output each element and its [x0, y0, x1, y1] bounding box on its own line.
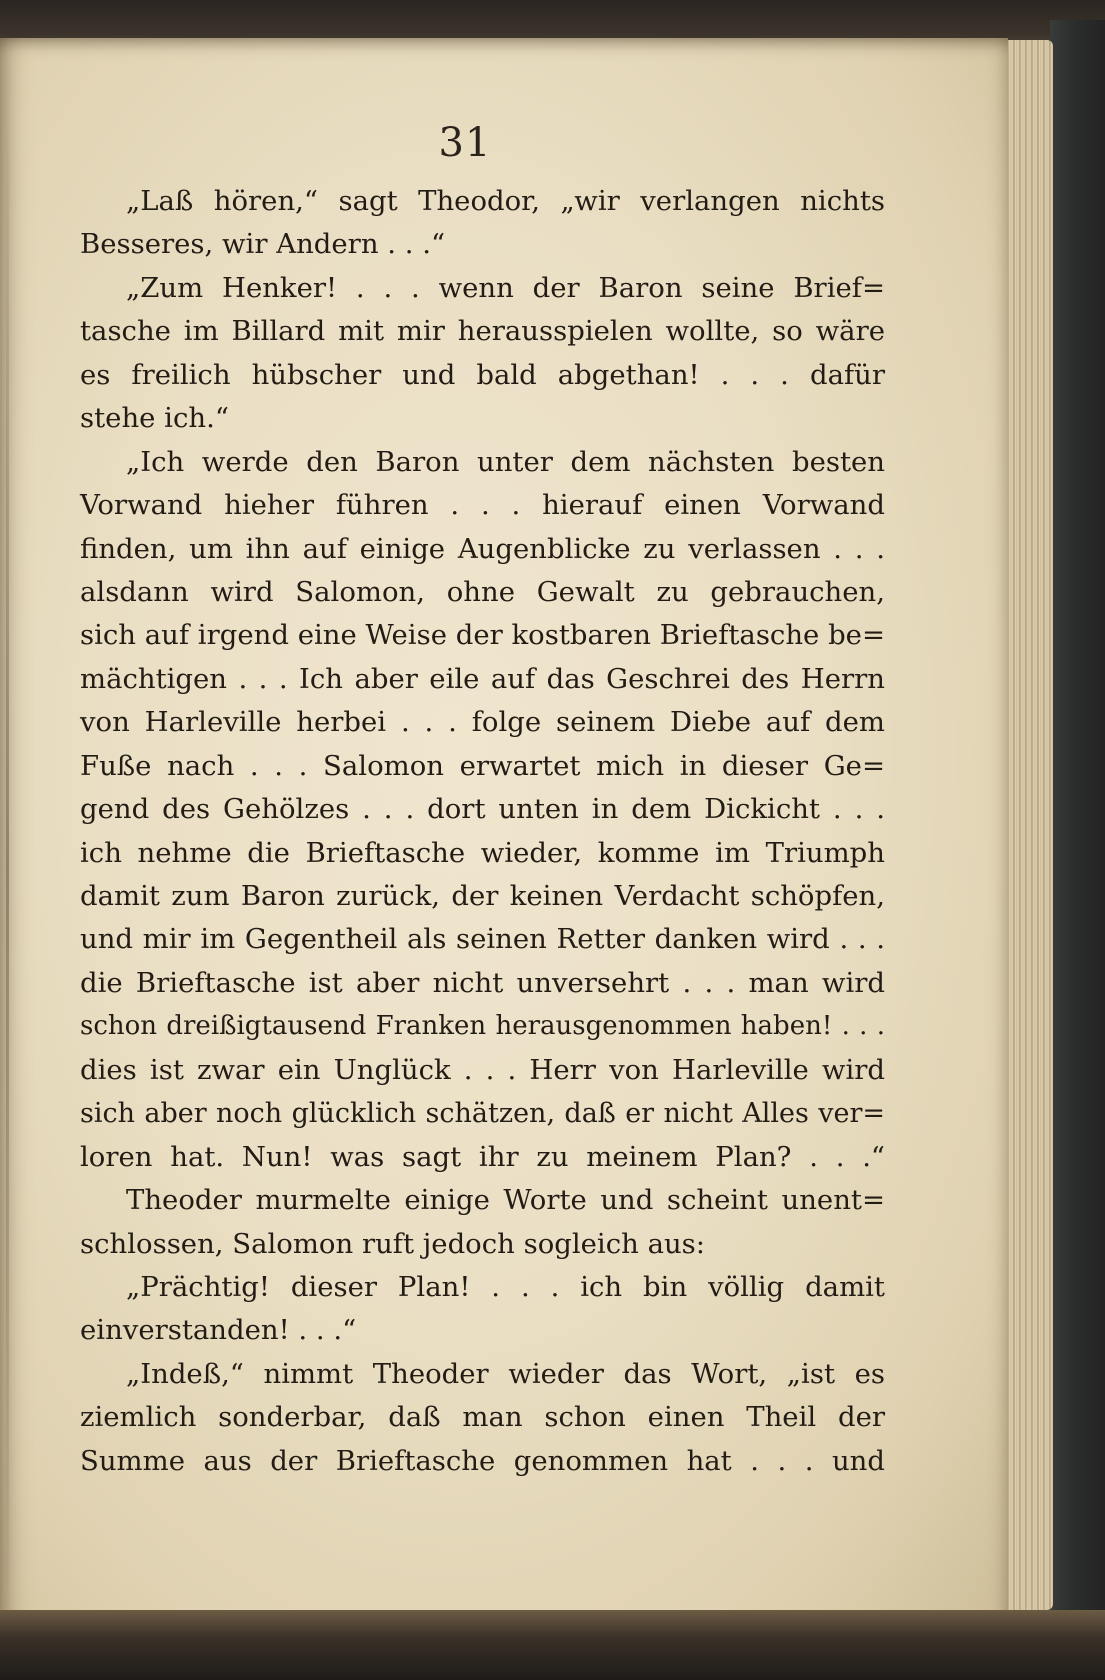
- text-line: tasche im Billard mit mir herausspielen wollte, so wäre: [80, 315, 885, 348]
- text-line: Vorwand hieher führen . . . hierauf einen Vorwand: [80, 489, 885, 522]
- text-line: mächtigen . . . Ich aber eile auf das Geschrei des Herrn: [80, 662, 885, 695]
- page-text: [80, 180, 885, 1483]
- text-line: gend des Gehölzes . . . dort unten in dem Dickicht . . .: [80, 793, 885, 826]
- text-line: stehe ich.“: [80, 402, 229, 435]
- text-line: Fuße nach . . . Salomon erwartet mich in dieser Ge=: [80, 749, 885, 782]
- text-line: es freilich hübscher und bald abgethan! . . . dafür: [80, 358, 885, 391]
- text-line: „Ich werde den Baron unter dem nächsten besten: [126, 445, 885, 478]
- text-line: „Zum Henker! . . . wenn der Baron seine Brief=: [126, 271, 885, 304]
- text-line: „Prächtig! dieser Plan! . . . ich bin völlig damit: [126, 1270, 885, 1303]
- book-cover-edge: [1050, 20, 1105, 1680]
- text-line: schon dreißigtausend Franken herausgenommen haben! . . .: [80, 1011, 885, 1042]
- text-line: „Indeß,“ nimmt Theoder wieder das Wort, „ist es: [126, 1357, 885, 1390]
- text-line: von Harleville herbei . . . folge seinem Diebe auf dem: [80, 706, 885, 739]
- text-line: Besseres, wir Andern . . .“: [80, 228, 446, 261]
- text-line: „Laß hören,“ sagt Theodor, „wir verlangen nichts: [126, 185, 885, 217]
- text-line: einverstanden! . . .“: [80, 1314, 357, 1347]
- page-number: 31: [438, 120, 492, 166]
- text-line: und mir im Gegentheil als seinen Retter danken wird . . .: [80, 923, 885, 956]
- text-line: loren hat. Nun! was sagt ihr zu meinem Plan? . . .“: [80, 1140, 885, 1173]
- text-line: Theoder murmelte einige Worte und scheint unent=: [126, 1184, 885, 1217]
- text-line: sich auf irgend eine Weise der kostbaren Brieftasche be=: [80, 619, 885, 652]
- page-stack-edges: [1005, 40, 1053, 1610]
- page-gutter: [6, 98, 9, 1638]
- text-line: sich aber noch glücklich schätzen, daß er nicht Alles ver=: [80, 1098, 885, 1130]
- text-line: schlossen, Salomon ruft jedoch sogleich aus:: [80, 1227, 706, 1260]
- text-line: damit zum Baron zurück, der keinen Verdacht schöpfen,: [80, 880, 885, 912]
- text-line: die Brieftasche ist aber nicht unversehrt . . . man wird: [80, 966, 885, 999]
- text-line: dies ist zwar ein Unglück . . . Herr von Harleville wird: [80, 1053, 885, 1086]
- text-line: finden, um ihn auf einige Augenblicke zu verlassen . . .: [80, 532, 885, 565]
- text-line: Summe aus der Brieftasche genommen hat . . . und: [80, 1444, 885, 1477]
- text-line: ziemlich sonderbar, daß man schon einen Theil der: [80, 1401, 885, 1434]
- text-line: alsdann wird Salomon, ohne Gewalt zu gebrauchen,: [80, 575, 885, 608]
- book-bottom-shadow: [0, 1610, 1105, 1680]
- text-line: ich nehme die Brieftasche wieder, komme im Triumph: [80, 836, 885, 869]
